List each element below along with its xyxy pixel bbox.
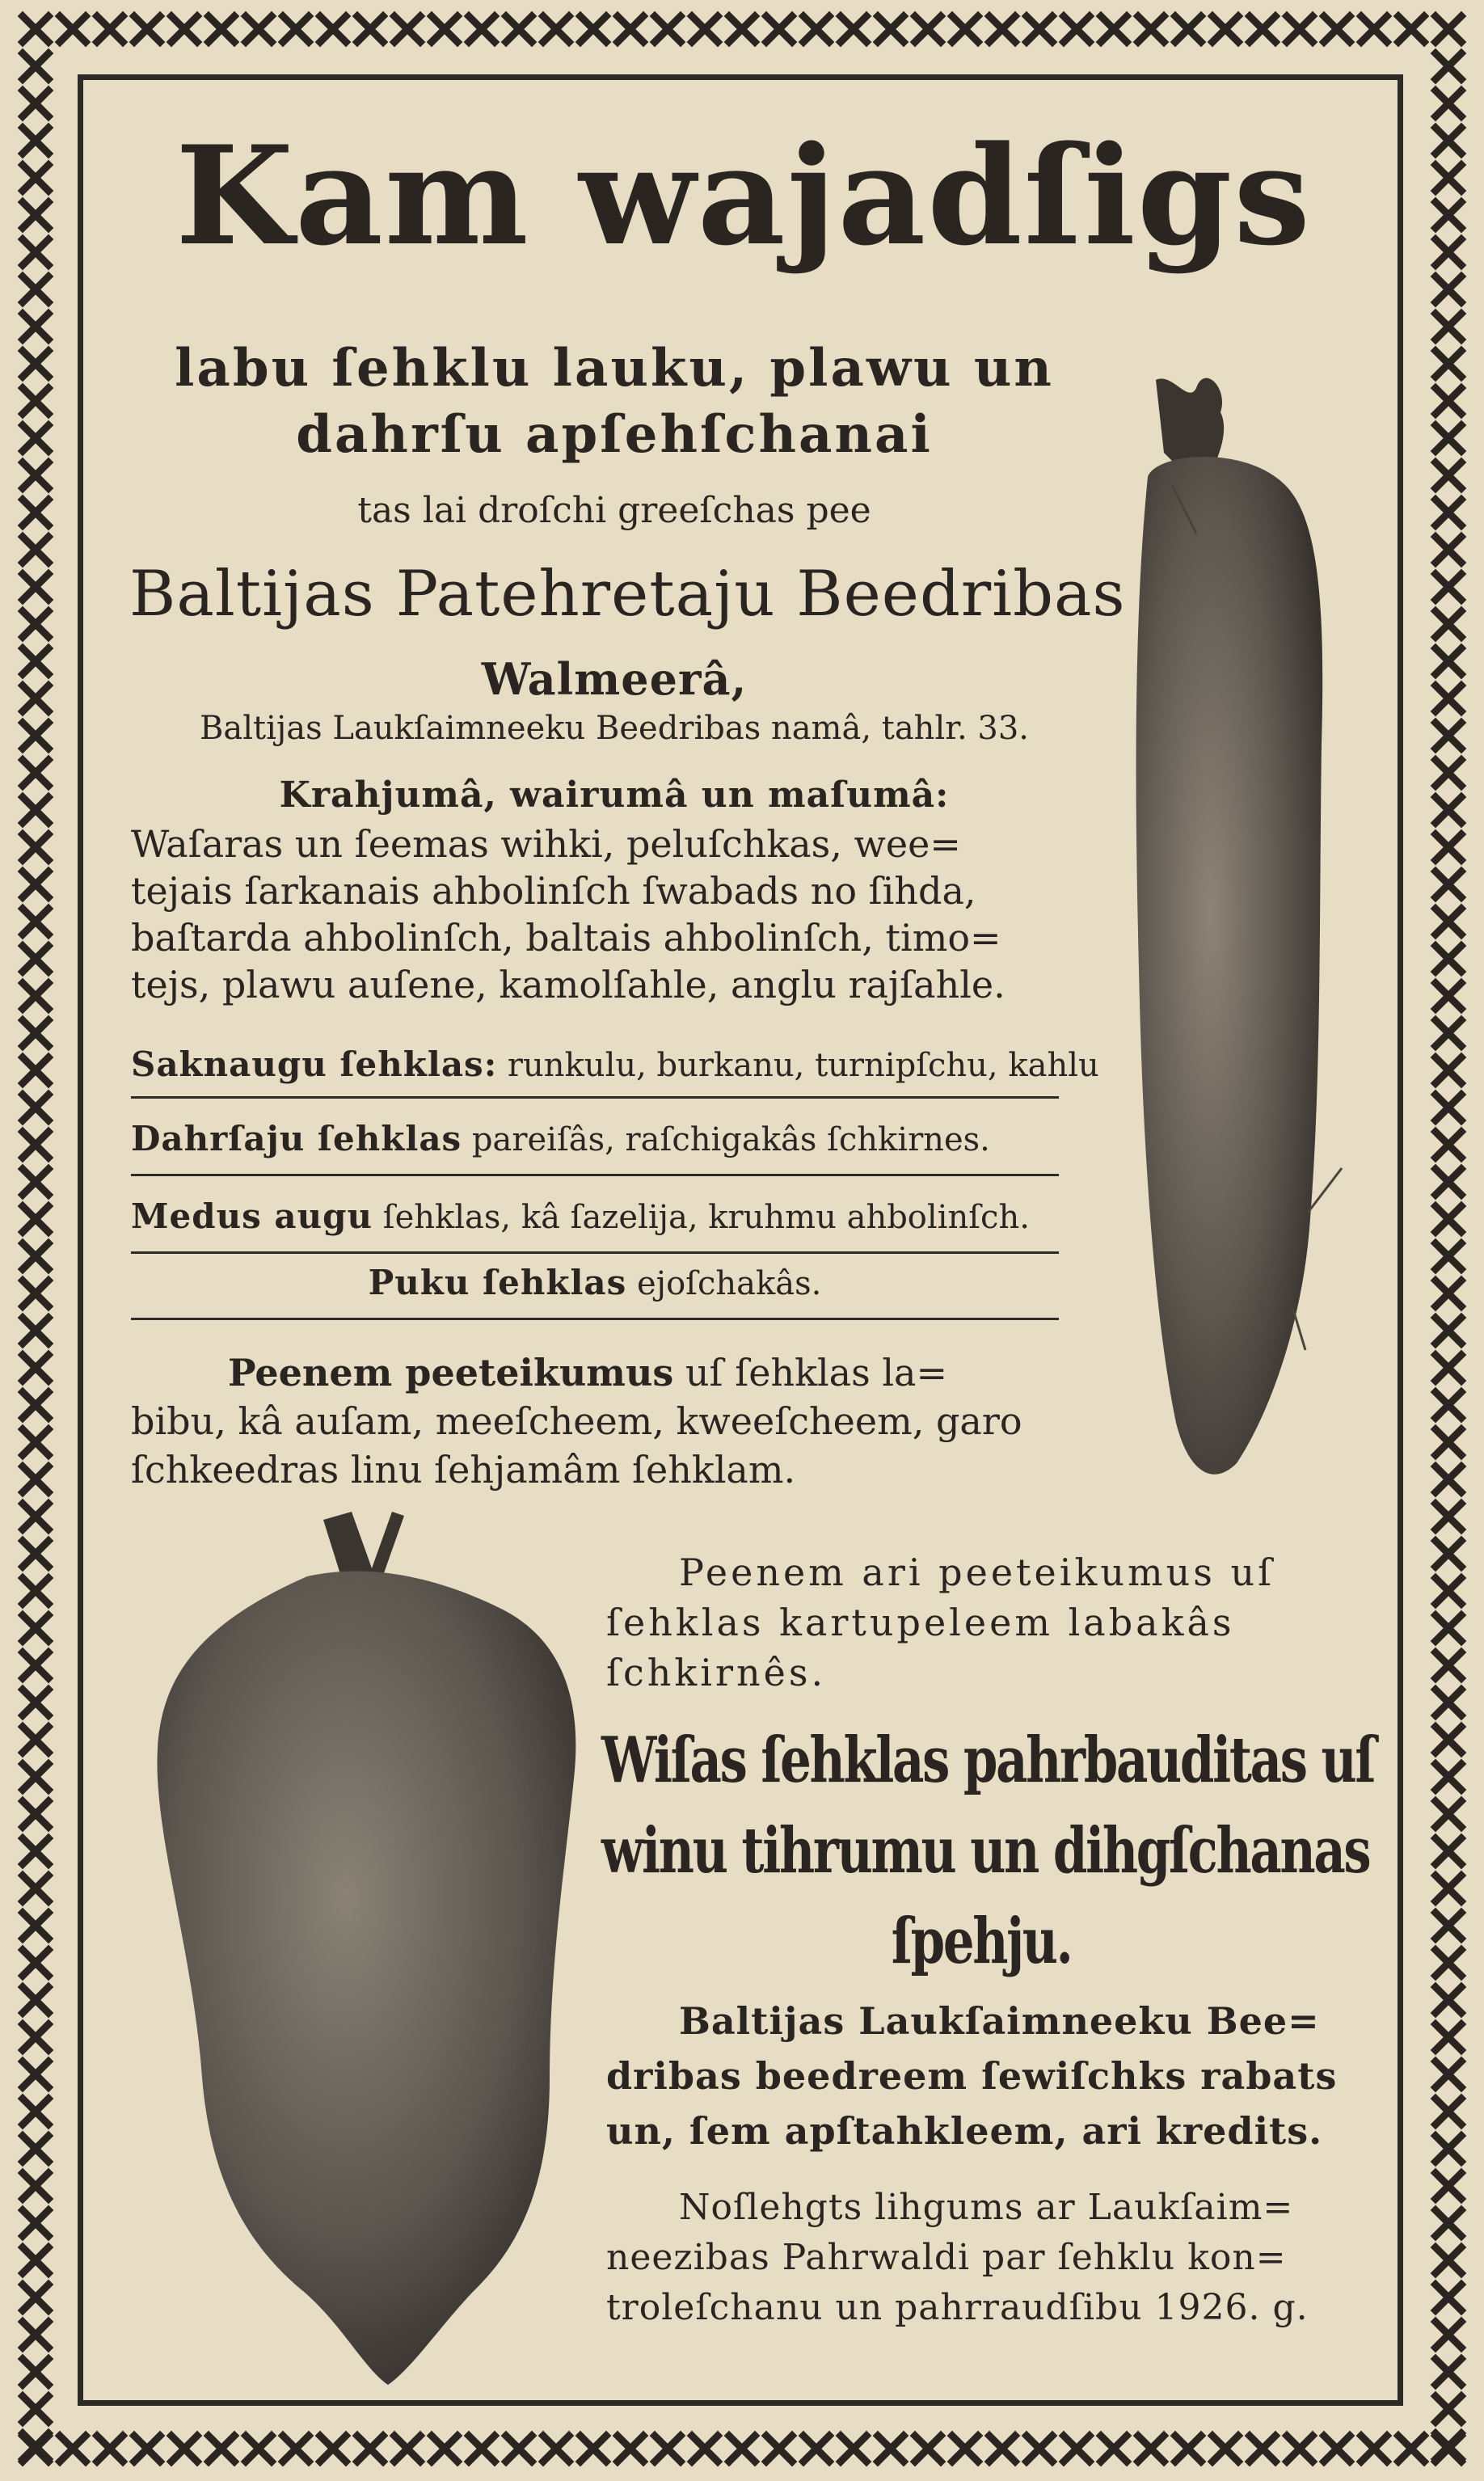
orders-line: ſchkeedras linu ſehjamâm ſehklam. bbox=[131, 1448, 796, 1492]
seed-row bbox=[131, 1196, 1059, 1236]
carrot-illustration bbox=[1099, 356, 1374, 1504]
stock-heading: Krahjumâ, wairumâ un maſumâ: bbox=[279, 774, 950, 816]
tested-line: Wiſas ſehklas pahrbauditas uſ bbox=[601, 1724, 1375, 1797]
members-line: un, ſem apſtahkleem, ari kredits. bbox=[606, 2109, 1323, 2153]
divider bbox=[131, 1251, 1059, 1254]
seed-row-text: ejoſchakâs. bbox=[626, 1265, 822, 1302]
contract-notice bbox=[606, 2183, 1358, 2333]
stock-list bbox=[131, 821, 1060, 1008]
stock-line: tejs, plawu auſene, kamolſahle, anglu rajſahle. bbox=[131, 963, 1005, 1006]
beet-illustration bbox=[145, 1512, 598, 2401]
subtitle-line-2: dahrſu apſehſchanai bbox=[296, 404, 933, 465]
seed-row-label: Puku ſehklas bbox=[368, 1263, 627, 1302]
members-line: Baltijas Laukſaimneeku Bee= bbox=[679, 1999, 1320, 2043]
address-line: Baltijas Laukſaimneeku Beedribas namâ, tahlr. 33. bbox=[199, 710, 1029, 747]
stock-line: Waſaras un ſeemas wihki, peluſchkas, wee= bbox=[131, 822, 961, 866]
divider bbox=[131, 1174, 1059, 1176]
seed-row bbox=[131, 1263, 1059, 1302]
contract-line: troleſchanu un pahrraudſibu 1926. g. bbox=[606, 2287, 1309, 2328]
potato-line: Peenem ari peeteikumus uſ bbox=[679, 1551, 1275, 1594]
tested-line: winu tihrumu un dihgſchanas bbox=[601, 1814, 1370, 1888]
members-notice bbox=[606, 1994, 1358, 2158]
tested-line: ſpehju. bbox=[891, 1905, 1072, 1978]
orders-paragraph bbox=[131, 1348, 1069, 1494]
divider bbox=[131, 1318, 1059, 1320]
seed-row-text: runkulu, burkanu, turnipſchu, kahlu bbox=[497, 1047, 1099, 1084]
seed-row-label: Medus augu bbox=[131, 1196, 373, 1236]
subtitle-line-1: labu ſehklu lauku, plawu un bbox=[175, 338, 1054, 399]
tested-seeds-notice bbox=[601, 1715, 1375, 1987]
organization-name: Baltijas Patehretaju Beedribas bbox=[129, 558, 1126, 631]
contract-line: Noſlehgts lihgums ar Laukſaim= bbox=[679, 2187, 1294, 2228]
city-name: Walmeerâ, bbox=[481, 653, 748, 705]
potato-line: ſchkirnês. bbox=[606, 1651, 827, 1694]
seed-row bbox=[131, 1119, 1059, 1158]
seed-row bbox=[131, 1044, 1099, 1084]
orders-line: bibu, kâ auſam, meeſcheem, kweeſcheem, garo bbox=[131, 1399, 1022, 1443]
members-line: dribas beedreem ſewiſchks rabats bbox=[606, 2054, 1338, 2098]
stock-line: tejais ſarkanais ahbolinſch ſwabads no ſihda, bbox=[131, 869, 976, 913]
orders-bold: Peenem peeteikumus bbox=[228, 1351, 674, 1395]
seed-row-label: Dahrſaju ſehklas bbox=[131, 1119, 462, 1158]
contract-line: neezibas Pahrwaldi par ſehklu kon= bbox=[606, 2237, 1287, 2278]
ad-title: Kam wajadſigs bbox=[175, 116, 1312, 276]
seed-row-text: ſehklas, kâ ſazelija, kruhmu ahbolinſch. bbox=[373, 1199, 1030, 1236]
seed-row-label: Saknaugu ſehklas: bbox=[131, 1044, 498, 1084]
orders-line: uſ ſehklas la= bbox=[673, 1351, 948, 1395]
potato-orders bbox=[606, 1547, 1358, 1698]
divider bbox=[131, 1096, 1059, 1099]
stock-line: baſtarda ahbolinſch, baltais ahbolinſch, timo= bbox=[131, 916, 1001, 960]
potato-line: ſehklas kartupeleem labakâs bbox=[606, 1601, 1235, 1644]
seed-row-text: pareiſâs, raſchigakâs ſchkirnes. bbox=[462, 1121, 990, 1158]
intro-text: tas lai droſchi greeſchas pee bbox=[357, 490, 871, 531]
